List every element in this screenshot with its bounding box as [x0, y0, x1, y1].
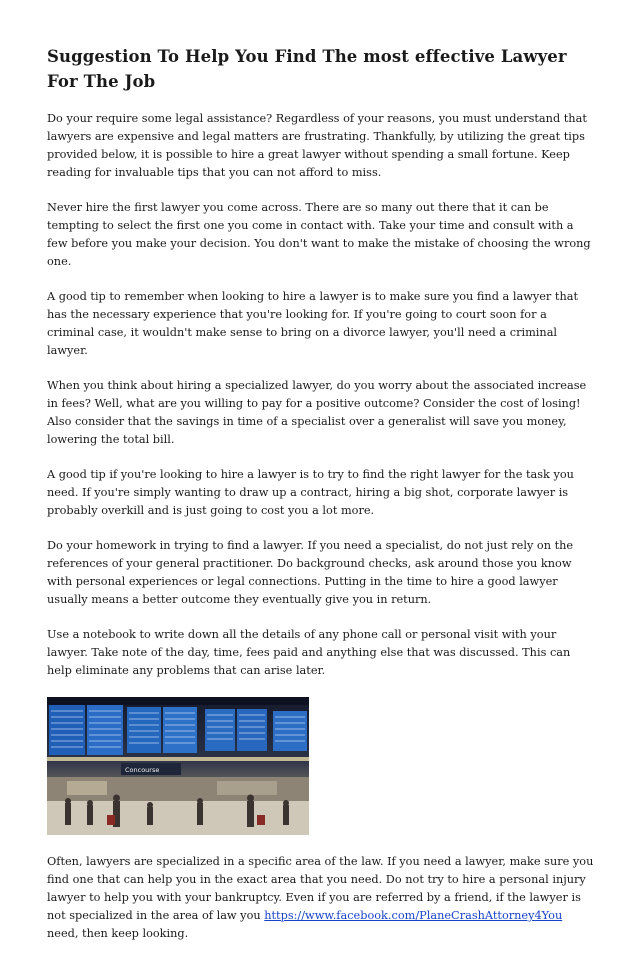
facebook-link[interactable]: https://www.facebook.com/PlaneCrashAttorney4You — [264, 909, 563, 922]
paragraph-experience: A good tip to remember when looking to hire a lawyer is to make sure you find a lawyer that has the necessary experience that you're looking for. If you're going to court soon for a criminal case, it wouldn't make sense to bring on a divorce lawyer, you'll need a criminal lawyer. — [47, 290, 579, 357]
paragraph-right-lawyer: A good tip if you're looking to hire a lawyer is to try to find the right lawyer for the task you need. If you're simply wanting to draw up a contract, hiring a big shot, corporate lawyer is probably overkill and is just going to cost you a lot more. — [47, 468, 574, 517]
paragraph-intro: Do your require some legal assistance? Regardless of your reasons, you must understand that lawyers are expensive and legal matters are frustrating. Thankfully, by utilizing the great tips provided below, it is possible to hire a great lawyer without spending a small fortune. Keep reading for invaluable tips that you can not afford to miss. — [47, 112, 587, 179]
paragraph-specialized-fees: When you think about hiring a specialized lawyer, do you worry about the associated increase in fees? Well, what are you willing to pay for a positive outcome? Consider the cost of losing! Also consider that the savings in time of a specialist over a generalist will save you money, lowering the total bill. — [47, 379, 587, 446]
document-page — [47, 44, 595, 960]
paragraph-specific-area-tail: need, then keep looking. — [47, 927, 189, 940]
paragraph-notebook: Use a notebook to write down all the details of any phone call or personal visit with your lawyer. Take note of the day, time, fees paid and anything else that was discussed. This can help eliminate any problems that can arise later. — [47, 628, 571, 677]
airport-concourse-photo — [47, 697, 309, 835]
paragraph-homework: Do your homework in trying to find a lawyer. If you need a specialist, do not just rely on the references of your general practitioner. Do background checks, ask around those you know with personal experiences or legal connections. Putting in the time to hire a good lawyer usually means a better outcome they eventually give you in return. — [47, 539, 574, 606]
page-title: Suggestion To Help You Find The most effective Lawyer For The Job — [47, 47, 567, 91]
concourse-sign — [121, 763, 181, 775]
concourse-sign-label: Concourse — [125, 766, 160, 774]
paragraph-specific-area — [47, 853, 595, 943]
paragraph-specific-area-text: Often, lawyers are specialized in a specific area of the law. If you need a lawyer, make sure you find one that can help you in the exact area that you need. Do not try to hire a personal injury lawyer to help you with your bankruptcy. Even if you are referred by a friend, if the lawyer is not specialized in the area of law you — [47, 855, 594, 922]
paragraph-first-lawyer: Never hire the first lawyer you come across. There are so many out there that it can be tempting to select the first one you come in contact with. Take your time and consult with a few before you make your decision. You don't want to make the mistake of choosing the wrong one. — [47, 201, 591, 268]
